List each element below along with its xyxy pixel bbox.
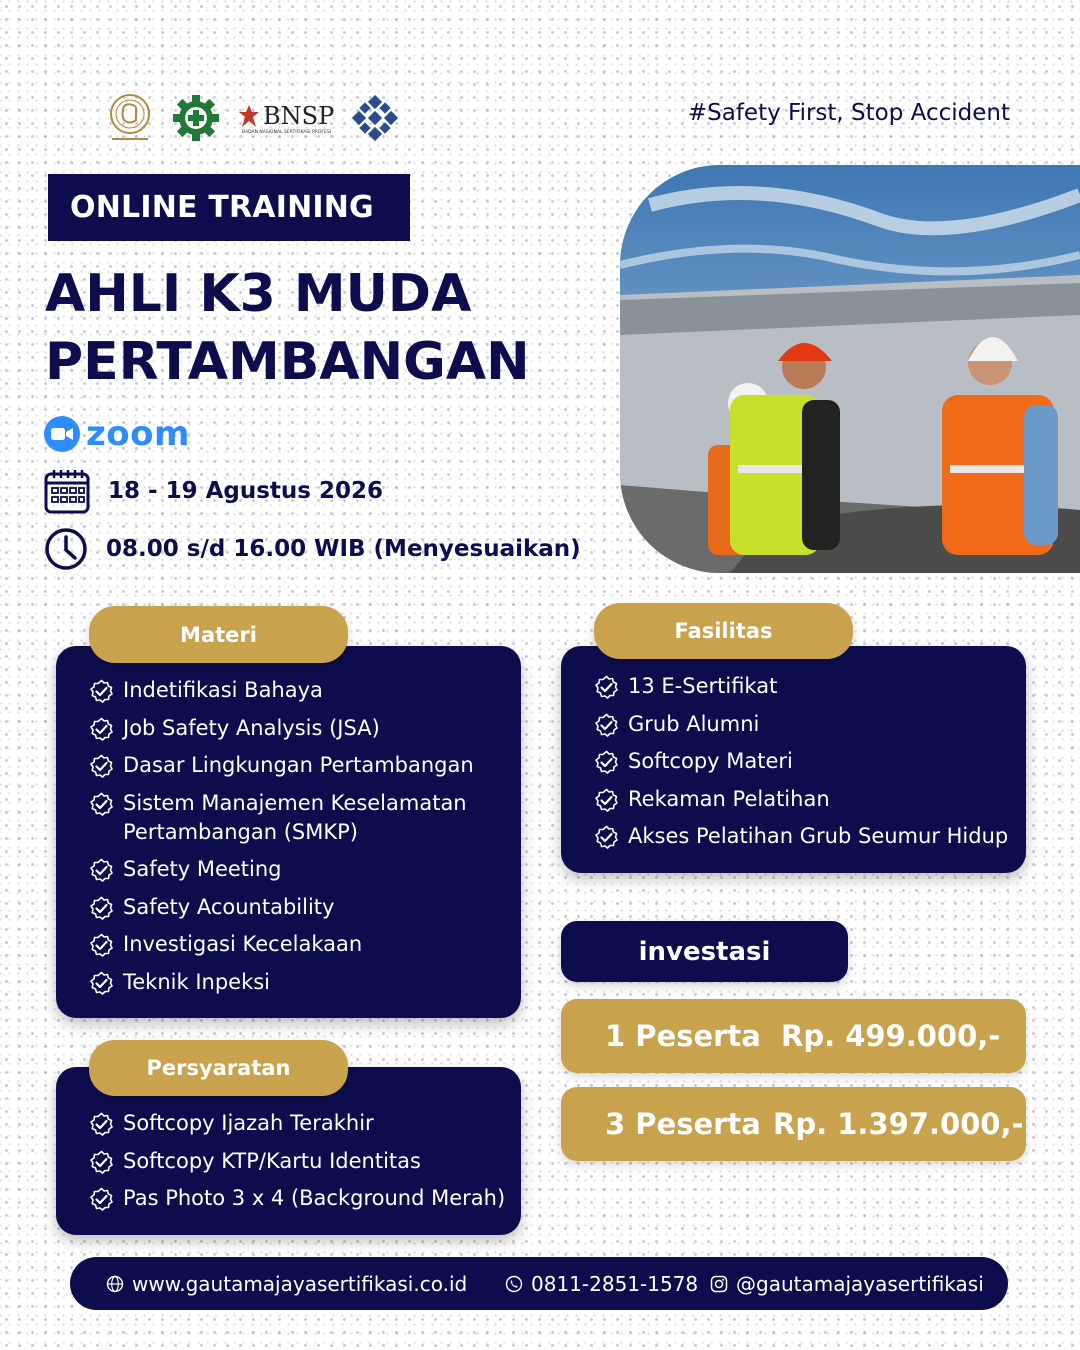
check-badge-icon bbox=[594, 750, 619, 775]
price-label: 3 Peserta bbox=[605, 1107, 761, 1141]
persyaratan-title: Persyaratan bbox=[89, 1040, 348, 1096]
check-badge-icon bbox=[89, 754, 114, 779]
check-badge-icon bbox=[89, 679, 114, 704]
online-training-badge: ONLINE TRAINING bbox=[48, 174, 410, 241]
persyaratan-list bbox=[89, 1109, 514, 1222]
phone-link[interactable] bbox=[505, 1257, 698, 1310]
check-badge-icon bbox=[89, 1150, 114, 1175]
check-badge-icon bbox=[594, 713, 619, 738]
materi-item-label: Safety Acountability bbox=[123, 894, 335, 919]
materi-item-label: Sistem Manajemen Keselamatan Pertambangan (SMKP) bbox=[123, 790, 467, 844]
price-amount: Rp. 1.397.000,- bbox=[773, 1107, 1024, 1141]
materi-item bbox=[89, 714, 509, 743]
globe-icon bbox=[106, 1275, 124, 1293]
bnsp-subtext: BADAN NASIONAL SERTIFIKASI PROFESI bbox=[242, 129, 332, 135]
materi-item bbox=[89, 789, 509, 847]
company-logo bbox=[106, 92, 154, 144]
persyaratan-item bbox=[89, 1109, 514, 1138]
check-badge-icon bbox=[89, 717, 114, 742]
instagram-text: @gautamajayasertifikasi bbox=[736, 1271, 984, 1296]
fasilitas-item-label: 13 E-Sertifikat bbox=[628, 674, 778, 698]
check-badge-icon bbox=[89, 1112, 114, 1137]
clock-icon bbox=[44, 527, 88, 571]
garuda-icon bbox=[238, 103, 260, 129]
persyaratan-item-label: Softcopy Ijazah Terakhir bbox=[123, 1111, 374, 1135]
check-badge-icon bbox=[89, 933, 114, 958]
persyaratan-item bbox=[89, 1184, 514, 1213]
fasilitas-item bbox=[594, 785, 1014, 814]
fasilitas-item bbox=[594, 747, 1014, 776]
zoom-logo bbox=[44, 414, 190, 454]
investasi-title: investasi bbox=[561, 921, 848, 982]
fasilitas-list bbox=[594, 672, 1014, 860]
bnsp-logo bbox=[238, 102, 334, 135]
instagram-icon bbox=[710, 1275, 728, 1293]
persyaratan-item bbox=[89, 1147, 514, 1176]
zoom-label: zoom bbox=[86, 414, 190, 454]
calendar-icon bbox=[44, 468, 90, 514]
fasilitas-item-label: Rekaman Pelatihan bbox=[628, 786, 830, 811]
materi-item bbox=[89, 676, 509, 705]
price-label: 1 Peserta bbox=[605, 1019, 761, 1053]
website-link[interactable] bbox=[106, 1257, 467, 1310]
fasilitas-item bbox=[594, 672, 1014, 701]
website-text: www.gautamajayasertifikasi.co.id bbox=[132, 1271, 468, 1296]
page-title bbox=[45, 260, 605, 396]
contact-footer bbox=[70, 1257, 1008, 1310]
check-badge-icon bbox=[594, 675, 619, 700]
materi-list bbox=[89, 676, 509, 1005]
check-badge-icon bbox=[89, 896, 114, 921]
materi-item bbox=[89, 893, 509, 922]
fasilitas-item bbox=[594, 710, 1014, 739]
price-3-peserta bbox=[561, 1087, 1026, 1161]
materi-item-label: Indetifikasi Bahaya bbox=[123, 678, 323, 702]
fasilitas-item-label: Akses Pelatihan Grub Seumur Hidup bbox=[628, 824, 1009, 848]
price-amount: Rp. 499.000,- bbox=[781, 1019, 1001, 1053]
check-badge-icon bbox=[89, 1187, 114, 1212]
persyaratan-item-label: Softcopy KTP/Kartu Identitas bbox=[123, 1148, 421, 1173]
mining-workers-photo bbox=[620, 165, 1080, 573]
materi-item-label: Investigasi Kecelakaan bbox=[123, 932, 363, 956]
kemnaker-logo bbox=[352, 95, 398, 141]
phone-text: 0811-2851-1578 bbox=[531, 1271, 699, 1296]
fasilitas-item bbox=[594, 822, 1014, 851]
materi-item bbox=[89, 930, 509, 959]
materi-item-label: Job Safety Analysis (JSA) bbox=[123, 715, 380, 740]
hashtag-text: #Safety First, Stop Accident bbox=[687, 100, 1010, 126]
fasilitas-title: Fasilitas bbox=[594, 603, 853, 659]
materi-title: Materi bbox=[89, 606, 348, 663]
price-1-peserta bbox=[561, 999, 1026, 1073]
date-row bbox=[44, 468, 383, 514]
check-badge-icon bbox=[594, 788, 619, 813]
materi-item-label: Dasar Lingkungan Pertambangan bbox=[123, 753, 474, 777]
materi-item bbox=[89, 968, 509, 997]
check-badge-icon bbox=[89, 792, 114, 817]
check-badge-icon bbox=[89, 858, 114, 883]
time-text: 08.00 s/d 16.00 WIB (Menyesuaikan) bbox=[106, 536, 581, 562]
materi-item-label: Safety Meeting bbox=[123, 857, 282, 881]
persyaratan-item-label: Pas Photo 3 x 4 (Background Merah) bbox=[123, 1186, 506, 1210]
title-line-2: PERTAMBANGAN bbox=[45, 332, 530, 392]
time-row bbox=[44, 527, 581, 571]
materi-item bbox=[89, 855, 509, 884]
zoom-icon bbox=[44, 416, 80, 452]
photo-illustration bbox=[620, 165, 1080, 573]
fasilitas-item-label: Softcopy Materi bbox=[628, 749, 793, 773]
bnsp-text: BNSP bbox=[263, 101, 335, 130]
partner-logos bbox=[106, 92, 398, 144]
k3-logo bbox=[172, 94, 220, 142]
title-line-1: AHLI K3 MUDA bbox=[45, 264, 472, 324]
check-badge-icon bbox=[89, 971, 114, 996]
date-text: 18 - 19 Agustus 2026 bbox=[108, 478, 383, 504]
fasilitas-item-label: Grub Alumni bbox=[628, 711, 760, 736]
whatsapp-icon bbox=[505, 1275, 523, 1293]
materi-item bbox=[89, 751, 509, 780]
instagram-link[interactable] bbox=[710, 1257, 984, 1310]
materi-item-label: Teknik Inpeksi bbox=[123, 969, 271, 994]
check-badge-icon bbox=[594, 825, 619, 850]
